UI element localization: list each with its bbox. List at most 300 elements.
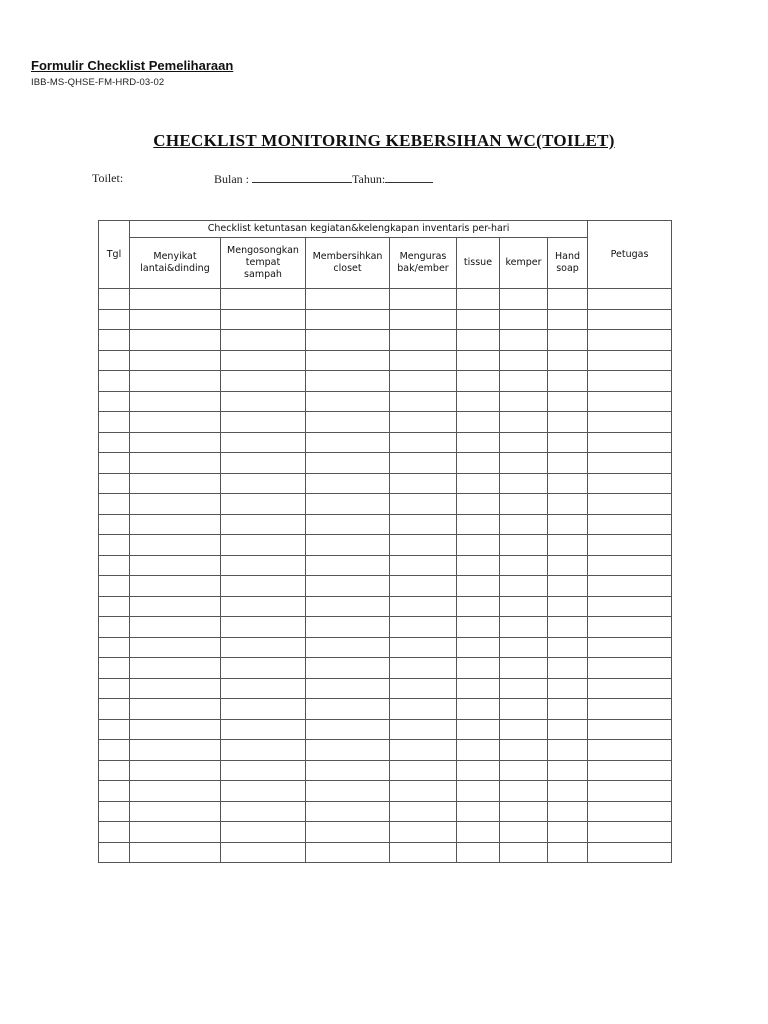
table-cell[interactable] bbox=[548, 596, 588, 617]
table-cell[interactable] bbox=[306, 432, 390, 453]
table-cell[interactable] bbox=[306, 473, 390, 494]
table-cell[interactable] bbox=[130, 391, 221, 412]
kemper-header bbox=[500, 238, 548, 289]
table-cell[interactable] bbox=[221, 494, 306, 515]
table-cell[interactable] bbox=[221, 842, 306, 863]
table-cell[interactable] bbox=[548, 432, 588, 453]
table-cell[interactable] bbox=[548, 801, 588, 822]
table-cell[interactable] bbox=[306, 699, 390, 720]
table-cell[interactable] bbox=[548, 678, 588, 699]
table-cell[interactable] bbox=[390, 371, 457, 392]
table-cell[interactable] bbox=[500, 576, 548, 597]
table-cell[interactable] bbox=[306, 391, 390, 412]
table-cell[interactable] bbox=[390, 535, 457, 556]
table-row bbox=[99, 781, 672, 802]
table-cell[interactable] bbox=[457, 514, 500, 535]
table-cell[interactable] bbox=[588, 432, 672, 453]
table-cell[interactable] bbox=[221, 781, 306, 802]
table-cell[interactable] bbox=[130, 412, 221, 433]
table-row bbox=[99, 740, 672, 761]
table-cell[interactable] bbox=[130, 432, 221, 453]
column-header-line: Hand bbox=[555, 251, 581, 262]
table-cell[interactable] bbox=[588, 309, 672, 330]
table-cell[interactable] bbox=[588, 678, 672, 699]
table-cell[interactable] bbox=[130, 371, 221, 392]
table-cell[interactable] bbox=[99, 309, 130, 330]
table-cell[interactable] bbox=[457, 494, 500, 515]
table-cell[interactable] bbox=[130, 781, 221, 802]
table-cell[interactable] bbox=[306, 781, 390, 802]
table-cell[interactable] bbox=[588, 719, 672, 740]
table-cell[interactable] bbox=[306, 453, 390, 474]
table-cell[interactable] bbox=[390, 309, 457, 330]
table-cell[interactable] bbox=[390, 596, 457, 617]
table-cell[interactable] bbox=[221, 801, 306, 822]
table-cell[interactable] bbox=[500, 350, 548, 371]
table-cell[interactable] bbox=[588, 760, 672, 781]
table-cell[interactable] bbox=[500, 432, 548, 453]
table-cell[interactable] bbox=[99, 781, 130, 802]
table-cell[interactable] bbox=[99, 330, 130, 351]
table-cell[interactable] bbox=[99, 740, 130, 761]
table-cell[interactable] bbox=[130, 678, 221, 699]
table-cell[interactable] bbox=[390, 842, 457, 863]
table-cell[interactable] bbox=[588, 350, 672, 371]
table-cell[interactable] bbox=[588, 555, 672, 576]
table-cell[interactable] bbox=[390, 760, 457, 781]
table-cell[interactable] bbox=[390, 412, 457, 433]
menyikat-header bbox=[130, 238, 221, 289]
table-cell[interactable] bbox=[588, 453, 672, 474]
table-cell[interactable] bbox=[500, 842, 548, 863]
table-cell[interactable] bbox=[306, 494, 390, 515]
table-cell[interactable] bbox=[500, 719, 548, 740]
table-cell[interactable] bbox=[390, 781, 457, 802]
table-cell[interactable] bbox=[500, 371, 548, 392]
table-cell[interactable] bbox=[457, 412, 500, 433]
table-cell[interactable] bbox=[500, 535, 548, 556]
table-cell[interactable] bbox=[548, 637, 588, 658]
table-cell[interactable] bbox=[130, 699, 221, 720]
table-cell[interactable] bbox=[500, 555, 548, 576]
table-cell[interactable] bbox=[500, 760, 548, 781]
table-cell[interactable] bbox=[221, 596, 306, 617]
table-cell[interactable] bbox=[500, 412, 548, 433]
table-cell[interactable] bbox=[500, 453, 548, 474]
table-cell[interactable] bbox=[588, 576, 672, 597]
table-cell[interactable] bbox=[457, 822, 500, 843]
table-cell[interactable] bbox=[130, 760, 221, 781]
table-cell[interactable] bbox=[588, 330, 672, 351]
table-cell[interactable] bbox=[130, 473, 221, 494]
table-cell[interactable] bbox=[306, 412, 390, 433]
table-cell[interactable] bbox=[221, 658, 306, 679]
table-row bbox=[99, 494, 672, 515]
table-cell[interactable] bbox=[390, 391, 457, 412]
table-cell[interactable] bbox=[457, 453, 500, 474]
table-cell[interactable] bbox=[548, 576, 588, 597]
table-cell[interactable] bbox=[548, 453, 588, 474]
table-cell[interactable] bbox=[221, 514, 306, 535]
table-cell[interactable] bbox=[306, 289, 390, 310]
table-cell[interactable] bbox=[390, 350, 457, 371]
table-cell[interactable] bbox=[457, 760, 500, 781]
table-cell[interactable] bbox=[390, 658, 457, 679]
table-cell[interactable] bbox=[130, 822, 221, 843]
table-cell[interactable] bbox=[130, 514, 221, 535]
table-cell[interactable] bbox=[130, 719, 221, 740]
table-cell[interactable] bbox=[588, 781, 672, 802]
table-cell[interactable] bbox=[457, 719, 500, 740]
toilet-field bbox=[92, 171, 123, 186]
table-cell[interactable] bbox=[588, 391, 672, 412]
table-cell[interactable] bbox=[221, 555, 306, 576]
table-cell[interactable] bbox=[500, 494, 548, 515]
table-cell[interactable] bbox=[99, 576, 130, 597]
column-header-line: Menyikat bbox=[153, 251, 197, 262]
table-cell[interactable] bbox=[306, 658, 390, 679]
table-cell[interactable] bbox=[548, 289, 588, 310]
table-cell[interactable] bbox=[390, 699, 457, 720]
table-cell[interactable] bbox=[130, 617, 221, 638]
table-cell[interactable] bbox=[221, 391, 306, 412]
table-cell[interactable] bbox=[99, 801, 130, 822]
table-cell[interactable] bbox=[306, 330, 390, 351]
table-cell[interactable] bbox=[221, 719, 306, 740]
table-cell[interactable] bbox=[99, 514, 130, 535]
table-cell[interactable] bbox=[500, 514, 548, 535]
table-cell[interactable] bbox=[99, 350, 130, 371]
table-cell[interactable] bbox=[500, 822, 548, 843]
table-row bbox=[99, 330, 672, 351]
column-header-line: kemper bbox=[505, 257, 542, 268]
table-cell[interactable] bbox=[457, 391, 500, 412]
petugas-header: Petugas bbox=[588, 221, 672, 289]
table-cell[interactable] bbox=[500, 617, 548, 638]
table-cell[interactable] bbox=[99, 453, 130, 474]
table-cell[interactable] bbox=[588, 473, 672, 494]
table-cell[interactable] bbox=[500, 699, 548, 720]
table-cell[interactable] bbox=[457, 658, 500, 679]
table-cell[interactable] bbox=[99, 822, 130, 843]
table-cell[interactable] bbox=[221, 699, 306, 720]
table-cell[interactable] bbox=[99, 289, 130, 310]
month-year-field bbox=[214, 171, 433, 187]
table-cell[interactable] bbox=[457, 432, 500, 453]
table-cell[interactable] bbox=[390, 473, 457, 494]
table-row bbox=[99, 699, 672, 720]
table-row bbox=[99, 842, 672, 863]
table-cell[interactable] bbox=[390, 432, 457, 453]
table-cell[interactable] bbox=[130, 350, 221, 371]
table-cell[interactable] bbox=[548, 719, 588, 740]
table-cell[interactable] bbox=[390, 289, 457, 310]
table-cell[interactable] bbox=[457, 330, 500, 351]
table-cell[interactable] bbox=[548, 760, 588, 781]
table-cell[interactable] bbox=[130, 637, 221, 658]
table-cell[interactable] bbox=[130, 842, 221, 863]
table-cell[interactable] bbox=[130, 740, 221, 761]
table-cell[interactable] bbox=[390, 801, 457, 822]
table-row bbox=[99, 289, 672, 310]
table-cell[interactable] bbox=[221, 678, 306, 699]
table-cell[interactable] bbox=[306, 678, 390, 699]
table-cell[interactable] bbox=[130, 576, 221, 597]
table-cell[interactable] bbox=[130, 535, 221, 556]
table-cell[interactable] bbox=[457, 576, 500, 597]
table-cell[interactable] bbox=[457, 371, 500, 392]
table-cell[interactable] bbox=[99, 678, 130, 699]
table-cell[interactable] bbox=[548, 330, 588, 351]
table-cell[interactable] bbox=[99, 658, 130, 679]
table-cell[interactable] bbox=[130, 658, 221, 679]
column-header-line: tempat bbox=[245, 257, 281, 268]
table-cell[interactable] bbox=[130, 555, 221, 576]
checklist-group-header: Checklist ketuntasan kegiatan&kelengkapan inventaris per-hari bbox=[130, 221, 588, 238]
table-cell[interactable] bbox=[99, 391, 130, 412]
table-cell[interactable] bbox=[500, 740, 548, 761]
table-cell[interactable] bbox=[588, 412, 672, 433]
table-cell[interactable] bbox=[500, 658, 548, 679]
table-cell[interactable] bbox=[306, 719, 390, 740]
table-cell[interactable] bbox=[457, 699, 500, 720]
table-cell[interactable] bbox=[588, 842, 672, 863]
table-cell[interactable] bbox=[548, 555, 588, 576]
table-cell[interactable] bbox=[390, 494, 457, 515]
table-cell[interactable] bbox=[588, 801, 672, 822]
table-cell[interactable] bbox=[130, 801, 221, 822]
table-cell[interactable] bbox=[500, 637, 548, 658]
table-cell[interactable] bbox=[306, 371, 390, 392]
table-cell[interactable] bbox=[390, 514, 457, 535]
column-header-line: sampah bbox=[244, 269, 282, 280]
table-row bbox=[99, 658, 672, 679]
table-cell[interactable] bbox=[221, 309, 306, 330]
table-cell[interactable] bbox=[390, 555, 457, 576]
table-cell[interactable] bbox=[588, 658, 672, 679]
table-cell[interactable] bbox=[500, 330, 548, 351]
column-header-line: bak/ember bbox=[397, 263, 449, 274]
table-row bbox=[99, 350, 672, 371]
table-cell[interactable] bbox=[457, 781, 500, 802]
bulan-label: Bulan : bbox=[214, 172, 249, 186]
table-cell[interactable] bbox=[99, 719, 130, 740]
table-cell[interactable] bbox=[548, 514, 588, 535]
table-cell[interactable] bbox=[390, 576, 457, 597]
table-cell[interactable] bbox=[457, 637, 500, 658]
table-cell[interactable] bbox=[548, 494, 588, 515]
table-cell[interactable] bbox=[221, 760, 306, 781]
table-cell[interactable] bbox=[548, 309, 588, 330]
table-row bbox=[99, 514, 672, 535]
table-cell[interactable] bbox=[390, 740, 457, 761]
table-cell[interactable] bbox=[306, 576, 390, 597]
table-row bbox=[99, 473, 672, 494]
table-cell[interactable] bbox=[457, 596, 500, 617]
table-cell[interactable] bbox=[548, 699, 588, 720]
table-cell[interactable] bbox=[548, 617, 588, 638]
table-cell[interactable] bbox=[130, 494, 221, 515]
table-cell[interactable] bbox=[221, 330, 306, 351]
table-cell[interactable] bbox=[500, 801, 548, 822]
table-row bbox=[99, 555, 672, 576]
table-cell[interactable] bbox=[221, 822, 306, 843]
table-row bbox=[99, 391, 672, 412]
table-cell[interactable] bbox=[457, 842, 500, 863]
tahun-label: Tahun: bbox=[352, 172, 386, 186]
table-cell[interactable] bbox=[99, 842, 130, 863]
table-cell[interactable] bbox=[548, 658, 588, 679]
table-cell[interactable] bbox=[548, 473, 588, 494]
table-cell[interactable] bbox=[500, 596, 548, 617]
table-cell[interactable] bbox=[99, 535, 130, 556]
table-cell[interactable] bbox=[306, 535, 390, 556]
table-cell[interactable] bbox=[306, 801, 390, 822]
table-cell[interactable] bbox=[390, 330, 457, 351]
table-cell[interactable] bbox=[221, 371, 306, 392]
table-cell[interactable] bbox=[306, 637, 390, 658]
column-header-line: Mengosongkan bbox=[227, 245, 299, 256]
table-cell[interactable] bbox=[500, 781, 548, 802]
table-cell[interactable] bbox=[99, 596, 130, 617]
table-cell[interactable] bbox=[130, 289, 221, 310]
table-cell[interactable] bbox=[548, 535, 588, 556]
column-header-line: Menguras bbox=[399, 251, 447, 262]
table-cell[interactable] bbox=[306, 350, 390, 371]
table-cell[interactable] bbox=[221, 535, 306, 556]
table-cell[interactable] bbox=[390, 678, 457, 699]
table-cell[interactable] bbox=[390, 719, 457, 740]
table-cell[interactable] bbox=[390, 453, 457, 474]
table-cell[interactable] bbox=[548, 391, 588, 412]
table-cell[interactable] bbox=[221, 576, 306, 597]
table-cell[interactable] bbox=[390, 637, 457, 658]
column-header-line: soap bbox=[556, 263, 579, 274]
table-cell[interactable] bbox=[548, 371, 588, 392]
table-cell[interactable] bbox=[588, 494, 672, 515]
table-cell[interactable] bbox=[99, 637, 130, 658]
table-row bbox=[99, 309, 672, 330]
table-cell[interactable] bbox=[306, 822, 390, 843]
table-cell[interactable] bbox=[390, 822, 457, 843]
table-cell[interactable] bbox=[548, 740, 588, 761]
table-cell[interactable] bbox=[221, 637, 306, 658]
table-cell[interactable] bbox=[588, 822, 672, 843]
table-row bbox=[99, 719, 672, 740]
table-cell[interactable] bbox=[457, 350, 500, 371]
hand-soap-header bbox=[548, 238, 588, 289]
table-cell[interactable] bbox=[99, 473, 130, 494]
table-cell[interactable] bbox=[588, 596, 672, 617]
table-cell[interactable] bbox=[306, 617, 390, 638]
table-cell[interactable] bbox=[130, 596, 221, 617]
table-cell[interactable] bbox=[500, 289, 548, 310]
table-cell[interactable] bbox=[306, 555, 390, 576]
table-cell[interactable] bbox=[457, 535, 500, 556]
tgl-header: Tgl bbox=[99, 221, 130, 289]
table-cell[interactable] bbox=[221, 412, 306, 433]
table-cell[interactable] bbox=[457, 473, 500, 494]
table-cell[interactable] bbox=[306, 309, 390, 330]
document-title: CHECKLIST MONITORING KEBERSIHAN WC(TOILET) bbox=[153, 131, 615, 150]
form-title: Formulir Checklist Pemeliharaan bbox=[31, 58, 234, 73]
table-cell[interactable] bbox=[457, 801, 500, 822]
table-cell[interactable] bbox=[99, 412, 130, 433]
table-row bbox=[99, 678, 672, 699]
table-cell[interactable] bbox=[588, 289, 672, 310]
table-cell[interactable] bbox=[306, 740, 390, 761]
table-cell[interactable] bbox=[99, 371, 130, 392]
table-cell[interactable] bbox=[457, 555, 500, 576]
column-header-line: lantai&dinding bbox=[140, 263, 210, 274]
table-cell[interactable] bbox=[221, 453, 306, 474]
table-cell[interactable] bbox=[130, 330, 221, 351]
table-cell[interactable] bbox=[221, 740, 306, 761]
table-cell[interactable] bbox=[457, 740, 500, 761]
table-cell[interactable] bbox=[588, 617, 672, 638]
table-cell[interactable] bbox=[221, 617, 306, 638]
tissue-header bbox=[457, 238, 500, 289]
table-cell[interactable] bbox=[306, 514, 390, 535]
table-cell[interactable] bbox=[548, 350, 588, 371]
table-cell[interactable] bbox=[500, 678, 548, 699]
table-cell[interactable] bbox=[457, 678, 500, 699]
table-cell[interactable] bbox=[457, 289, 500, 310]
table-cell[interactable] bbox=[588, 371, 672, 392]
table-cell[interactable] bbox=[99, 555, 130, 576]
table-cell[interactable] bbox=[99, 494, 130, 515]
table-cell[interactable] bbox=[130, 453, 221, 474]
table-cell[interactable] bbox=[588, 699, 672, 720]
table-cell[interactable] bbox=[588, 514, 672, 535]
table-cell[interactable] bbox=[548, 842, 588, 863]
table-cell[interactable] bbox=[99, 699, 130, 720]
table-cell[interactable] bbox=[221, 473, 306, 494]
table-cell[interactable] bbox=[500, 473, 548, 494]
table-cell[interactable] bbox=[99, 760, 130, 781]
table-cell[interactable] bbox=[221, 432, 306, 453]
table-cell[interactable] bbox=[306, 842, 390, 863]
table-cell[interactable] bbox=[390, 617, 457, 638]
menguras-header bbox=[390, 238, 457, 289]
table-cell[interactable] bbox=[306, 596, 390, 617]
table-cell[interactable] bbox=[99, 432, 130, 453]
table-cell[interactable] bbox=[221, 289, 306, 310]
table-row bbox=[99, 535, 672, 556]
table-cell[interactable] bbox=[588, 535, 672, 556]
table-cell[interactable] bbox=[457, 617, 500, 638]
table-cell[interactable] bbox=[500, 309, 548, 330]
table-cell[interactable] bbox=[500, 391, 548, 412]
table-cell[interactable] bbox=[130, 309, 221, 330]
table-cell[interactable] bbox=[548, 781, 588, 802]
table-cell[interactable] bbox=[588, 740, 672, 761]
table-cell[interactable] bbox=[99, 617, 130, 638]
table-cell[interactable] bbox=[457, 309, 500, 330]
bulan-blank bbox=[252, 171, 352, 183]
membersihkan-header bbox=[306, 238, 390, 289]
table-row bbox=[99, 637, 672, 658]
form-code: IBB-MS-QHSE-FM-HRD-03-02 bbox=[31, 77, 165, 88]
column-header-line: Membersihkan bbox=[312, 251, 383, 262]
table-cell[interactable] bbox=[548, 412, 588, 433]
toilet-label: Toilet: bbox=[92, 171, 124, 185]
table-cell[interactable] bbox=[221, 350, 306, 371]
table-cell[interactable] bbox=[588, 637, 672, 658]
table-row bbox=[99, 432, 672, 453]
table-cell[interactable] bbox=[306, 760, 390, 781]
table-cell[interactable] bbox=[548, 822, 588, 843]
